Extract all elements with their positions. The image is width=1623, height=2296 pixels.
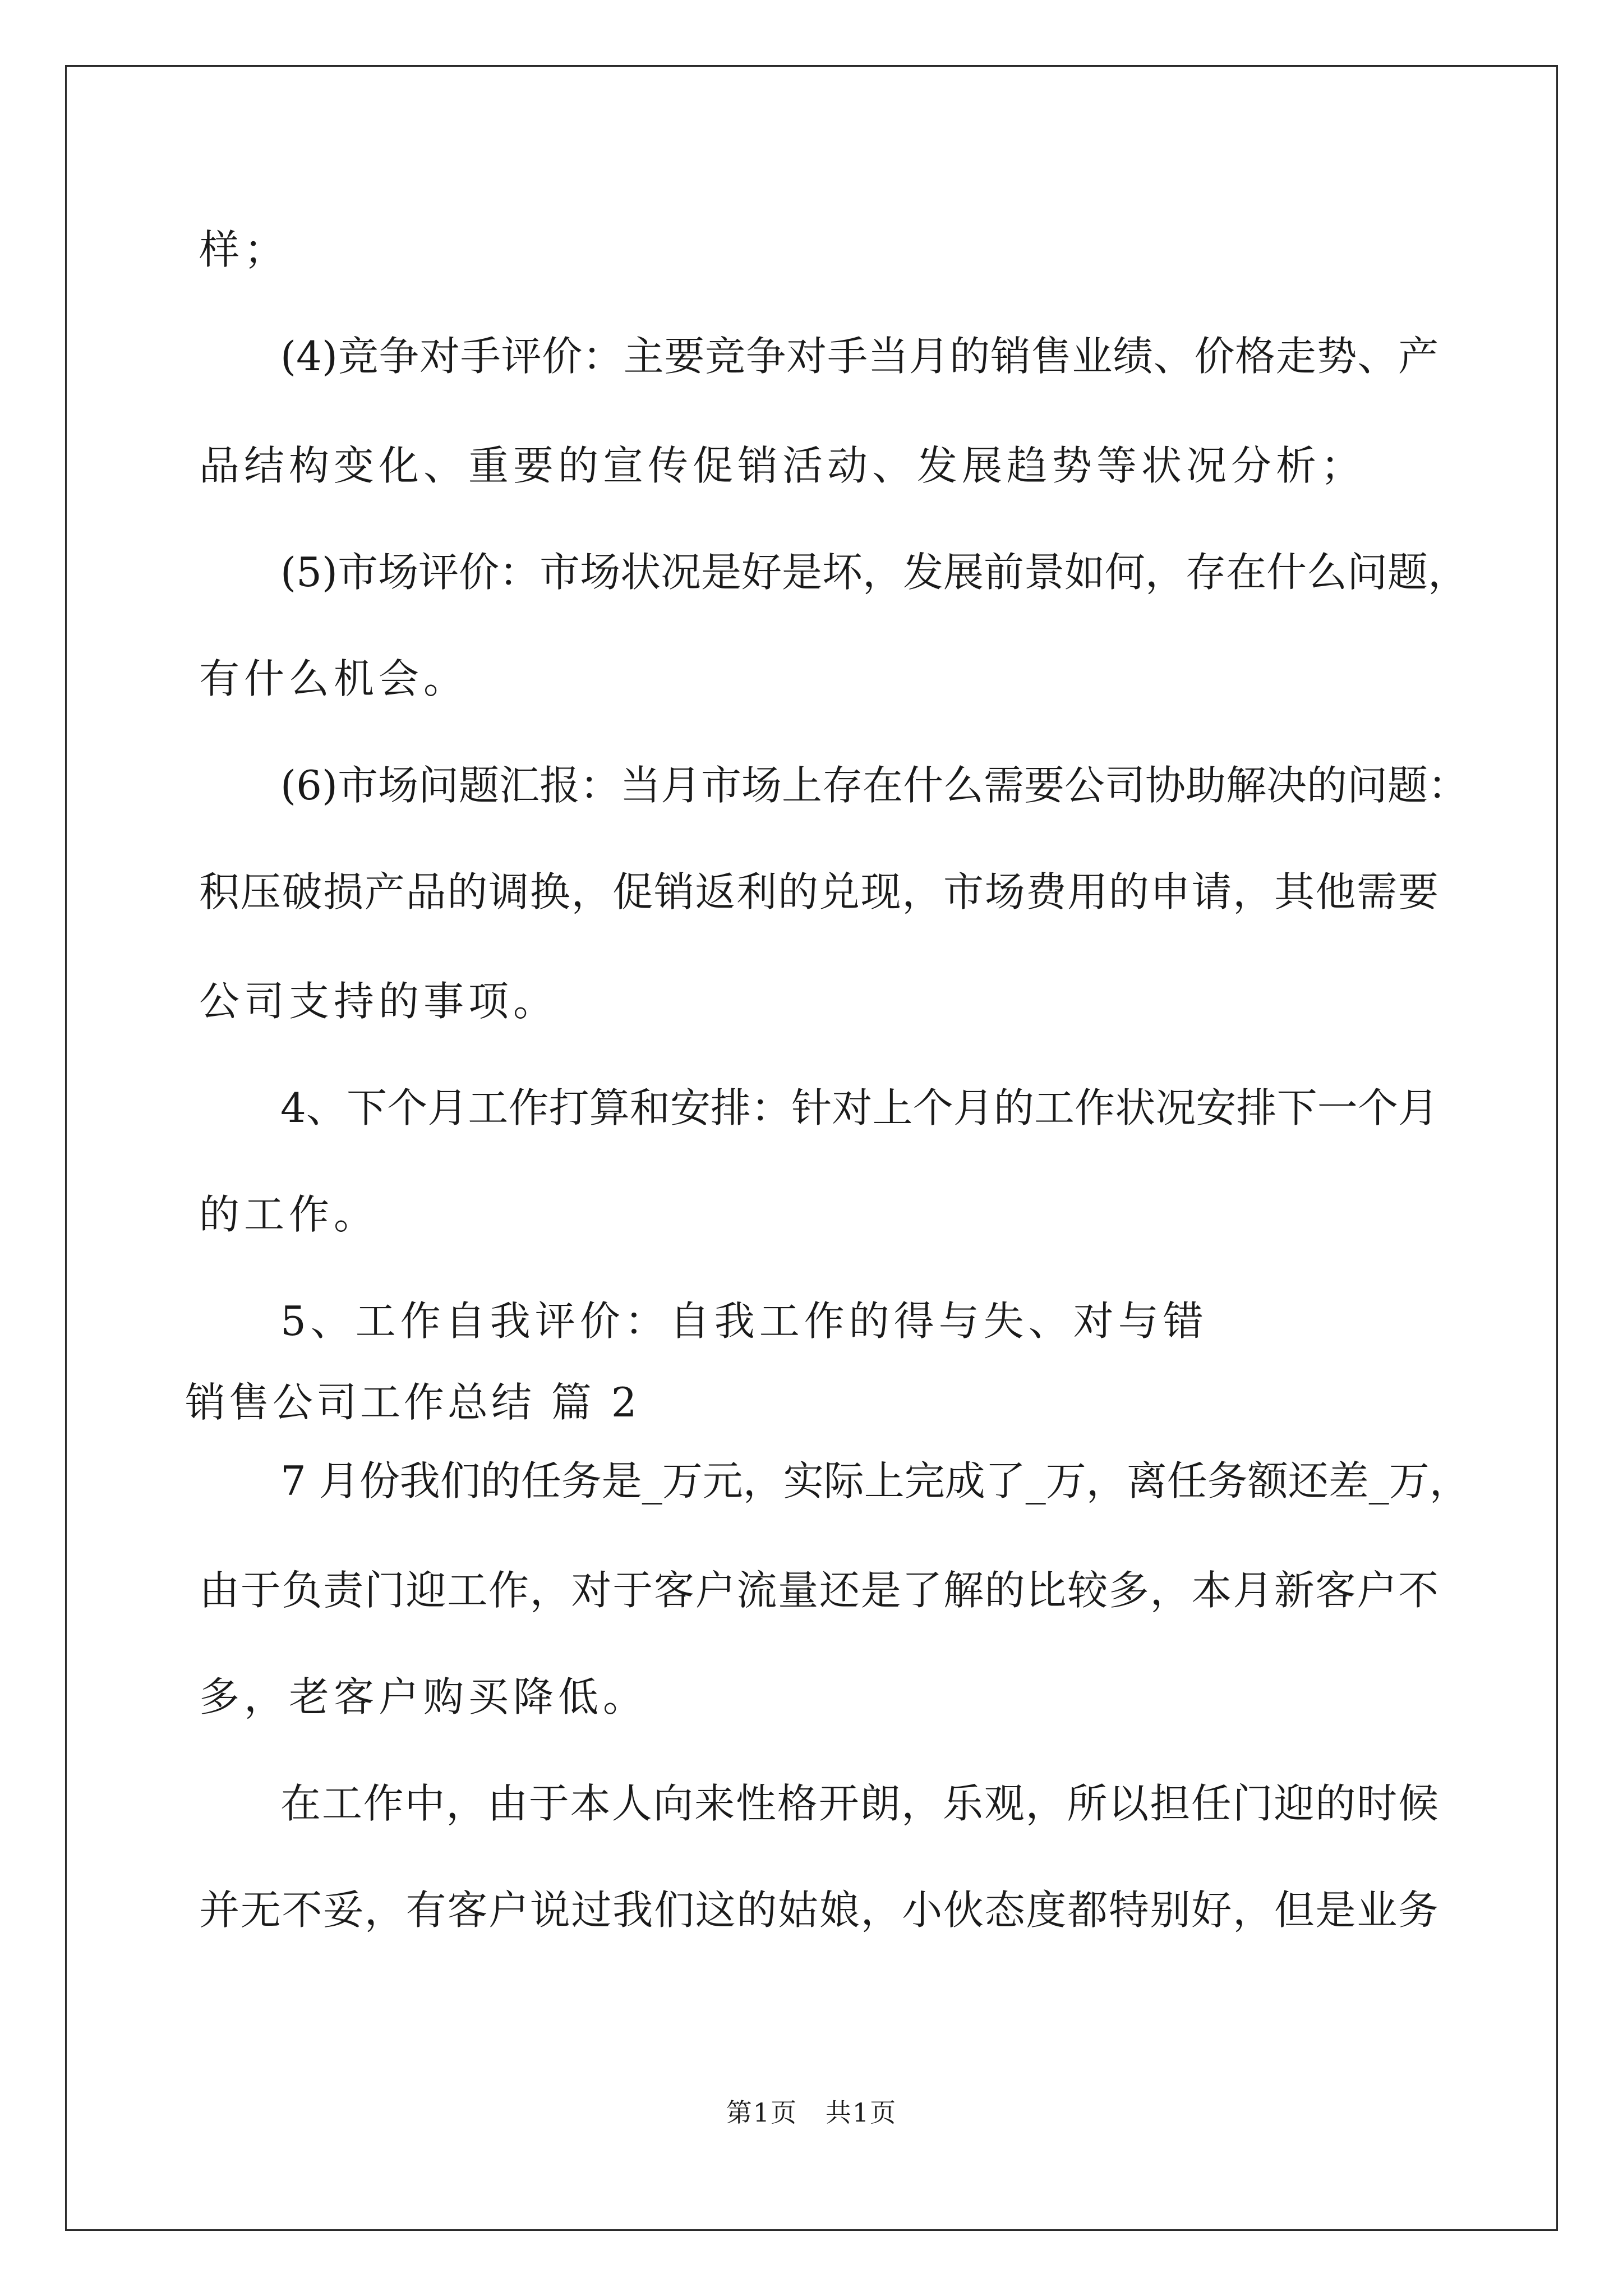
text-line: 的工作。 (199, 1191, 379, 1238)
text-line: (4)竞争对手评价：主要竞争对手当月的销售业绩、价格走势、产 (280, 333, 1438, 380)
text-line: 积压破损产品的调换，促销返利的兑现，市场费用的申请，其他需要 (199, 868, 1438, 915)
text-line: (6)市场问题汇报：当月市场上存在什么需要公司协助解决的问题： (280, 762, 1468, 809)
text-line: 有什么机会。 (199, 655, 469, 702)
page-footer: 第1页 共1页 (726, 2097, 897, 2128)
text-line: 4、下个月工作打算和安排：针对上个月的工作状况安排下一个月 (280, 1084, 1438, 1131)
text-line: 公司支持的事项。 (199, 978, 559, 1025)
text-line: 在工作中，由于本人向来性格开朗，乐观，所以担任门迎的时候 (280, 1780, 1438, 1827)
text-line: 品结构变化、重要的宣传促销活动、发展趋势等状况分析； (199, 442, 1366, 489)
text-line: 7 月份我们的任务是_万元，实际上完成了_万，离任务额还差_万， (280, 1457, 1470, 1504)
text-line: 多，老客户购买降低。 (199, 1673, 648, 1720)
text-line: 样； (199, 226, 289, 273)
text-line: 5、工作自我评价：自我工作的得与失、对与错 (280, 1297, 1208, 1345)
text-line: 由于负责门迎工作，对于客户流量还是了解的比较多，本月新客户不 (199, 1567, 1438, 1614)
section-heading: 销售公司工作总结 篇 2 (185, 1379, 640, 1426)
text-line: 并无不妥，有客户说过我们这的姑娘，小伙态度都特别好，但是业务 (199, 1887, 1438, 1934)
text-line: (5)市场评价：市场状况是好是坏，发展前景如何，存在什么问题， (280, 549, 1468, 596)
